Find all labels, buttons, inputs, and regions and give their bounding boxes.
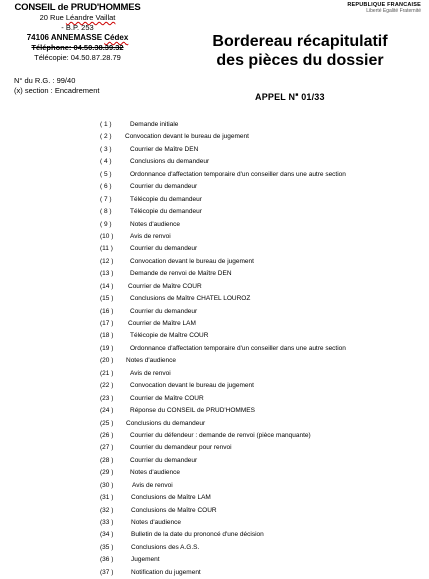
item-text: Réponse du CONSEIL de PRUD'HOMMES xyxy=(130,407,255,415)
item-text: Convocation devant le bureau de jugement xyxy=(130,382,254,390)
court-header xyxy=(10,0,145,63)
list-item xyxy=(100,306,422,318)
list-item xyxy=(100,256,422,268)
item-text: Courrier de Maître LAM xyxy=(128,320,196,327)
document-title xyxy=(180,32,420,70)
item-text: Convocation devant le bureau de jugement xyxy=(130,257,254,265)
rg-number: N° du R.G. : 99/40 xyxy=(14,76,76,85)
list-item xyxy=(100,194,422,206)
item-number: ( 2 ) xyxy=(100,133,112,141)
item-text: Notes d'audience xyxy=(130,220,181,228)
list-item xyxy=(100,169,422,181)
item-text: Courrier du demandeur xyxy=(130,456,198,464)
list-item xyxy=(100,144,422,156)
list-item xyxy=(100,529,422,541)
item-number: (34 ) xyxy=(100,531,114,539)
item-text: Notes d'audience xyxy=(131,519,182,526)
appel-degree-mark: ■ xyxy=(295,92,299,98)
item-number: (35 ) xyxy=(100,543,114,551)
item-number: (33 ) xyxy=(100,519,114,526)
item-text: Notes d'audience xyxy=(130,469,181,477)
case-reference xyxy=(14,76,99,96)
item-text: Courrier du demandeur xyxy=(130,245,198,253)
item-number: (14 ) xyxy=(100,282,114,290)
item-text: Conclusions des A.G.S. xyxy=(131,543,200,551)
item-number: (20 ) xyxy=(100,357,114,365)
list-item xyxy=(100,281,422,293)
document-item-list xyxy=(100,119,422,579)
item-number: (37 ) xyxy=(100,568,114,576)
item-text: Courrier du demandeur xyxy=(130,183,198,191)
court-name: CONSEIL de PRUD'HOMMES xyxy=(14,2,141,13)
list-item xyxy=(100,206,422,218)
list-item xyxy=(100,355,422,367)
list-item xyxy=(100,418,422,430)
item-number: (10 ) xyxy=(100,232,114,240)
item-number: (13 ) xyxy=(100,270,114,278)
item-number: (29 ) xyxy=(100,469,114,477)
item-number: ( 7 ) xyxy=(100,195,112,203)
item-text: Télécopie du demandeur xyxy=(130,208,202,216)
item-text: Conclusions de Maître CHATEL LOUROZ xyxy=(130,295,251,303)
list-item xyxy=(100,219,422,231)
list-item xyxy=(100,368,422,380)
appel-number xyxy=(255,92,325,102)
list-item xyxy=(100,505,422,517)
item-number: (16 ) xyxy=(100,307,114,315)
list-item xyxy=(100,181,422,193)
court-city: 74106 ANNEMASSE Cédex xyxy=(26,33,129,42)
list-item xyxy=(100,430,422,442)
list-item xyxy=(100,554,422,566)
item-number: (28 ) xyxy=(100,456,114,464)
list-item xyxy=(100,231,422,243)
list-item xyxy=(100,131,422,143)
appel-value: 01/33 xyxy=(301,92,325,102)
item-text: Courrier de Maître COUR xyxy=(130,394,204,402)
title-line-1: Bordereau récapitulatif xyxy=(212,33,388,50)
item-number: ( 6 ) xyxy=(100,183,112,191)
item-text: Courrier de Maître DEN xyxy=(130,145,199,153)
item-text: Avis de renvoi xyxy=(132,481,173,489)
court-address: 20 Rue Léandre Vaillat xyxy=(39,13,116,22)
list-item xyxy=(100,318,422,330)
item-text: Courrier du défendeur : demande de renvoi (pièce manquante) xyxy=(130,431,311,439)
list-item xyxy=(100,330,422,342)
item-text: Conclusions de Maître COUR xyxy=(131,506,217,514)
list-item xyxy=(100,380,422,392)
item-number: (30 ) xyxy=(100,481,114,489)
item-number: (17 ) xyxy=(100,320,114,327)
item-text: Conclusions du demandeur xyxy=(130,158,210,166)
item-number: ( 1 ) xyxy=(100,121,112,128)
item-number: (31 ) xyxy=(100,494,114,502)
list-item xyxy=(100,343,422,355)
item-number: ( 9 ) xyxy=(100,220,112,228)
item-text: Courrier de Maître COUR xyxy=(128,282,202,290)
item-number: (18 ) xyxy=(100,332,114,340)
list-item xyxy=(100,455,422,467)
list-item xyxy=(100,467,422,479)
item-number: (26 ) xyxy=(100,431,114,439)
item-number: (32 ) xyxy=(100,506,114,514)
republic-banner xyxy=(347,2,421,14)
item-text: Notification du jugement xyxy=(131,568,201,576)
republic-title: REPUBLIQUE FRANCAISE xyxy=(347,2,421,8)
item-number: (11 ) xyxy=(100,245,113,253)
item-number: ( 3 ) xyxy=(100,145,112,153)
item-text: Télécopie du demandeur xyxy=(130,195,202,203)
item-text: Jugement xyxy=(131,556,160,564)
list-item xyxy=(100,393,422,405)
list-item xyxy=(100,405,422,417)
item-number: (27 ) xyxy=(100,444,114,452)
item-number: (15 ) xyxy=(100,295,114,303)
list-item xyxy=(100,442,422,454)
item-text: Demande de renvoi de Maître DEN xyxy=(130,270,232,278)
list-item xyxy=(100,567,422,579)
republic-motto: Liberté Egalité Fraternité xyxy=(366,8,421,14)
item-text: Avis de renvoi xyxy=(130,232,171,240)
list-item xyxy=(100,542,422,554)
item-text: Bulletin de la date du prononcé d'une décision xyxy=(131,531,264,539)
item-text: Courrier du demandeur pour renvoi xyxy=(130,444,232,452)
court-phone: Téléphone: 04.50.38.39.32 xyxy=(31,43,124,52)
item-number: (25 ) xyxy=(100,419,114,427)
court-fax: Télécopie: 04.50.87.28.79 xyxy=(34,53,121,62)
title-line-2: des pièces du dossier xyxy=(216,52,384,69)
item-text: Notes d'audience xyxy=(126,357,177,365)
list-item xyxy=(100,492,422,504)
item-number: (24 ) xyxy=(100,407,114,415)
court-po-box: - B.P. 253 xyxy=(61,23,94,32)
item-number: (23 ) xyxy=(100,394,114,402)
item-number: (21 ) xyxy=(100,369,114,377)
list-item xyxy=(100,480,422,492)
item-number: ( 4 ) xyxy=(100,158,112,166)
item-text: Convocation devant le bureau de jugement xyxy=(125,133,249,141)
list-item xyxy=(100,156,422,168)
item-text: Avis de renvoi xyxy=(130,369,171,377)
item-text: Conclusions de Maître LAM xyxy=(131,494,211,502)
item-text: Conclusions du demandeur xyxy=(126,419,206,427)
item-number: ( 5 ) xyxy=(100,170,112,178)
item-number: ( 8 ) xyxy=(100,208,112,216)
list-item xyxy=(100,243,422,255)
item-text: Télécopie de Maître COUR xyxy=(130,332,209,340)
section-label: (x) section : Encadrement xyxy=(14,86,100,95)
list-item xyxy=(100,517,422,529)
item-number: (22 ) xyxy=(100,382,114,390)
item-number: (12 ) xyxy=(100,257,114,265)
item-text: Ordonnance d'affectation temporaire d'un conseiller dans une autre section xyxy=(130,344,346,352)
item-number: (19 ) xyxy=(100,344,114,352)
list-item xyxy=(100,268,422,280)
item-text: Ordonnance d'affectation temporaire d'un conseiller dans une autre section xyxy=(130,170,346,178)
list-item xyxy=(100,293,422,305)
item-text: Courrier du demandeur xyxy=(130,307,198,315)
list-item xyxy=(100,119,422,131)
item-text: Demande initiale xyxy=(130,121,179,128)
appel-label: APPEL N xyxy=(255,92,296,102)
item-number: (36 ) xyxy=(100,556,114,564)
